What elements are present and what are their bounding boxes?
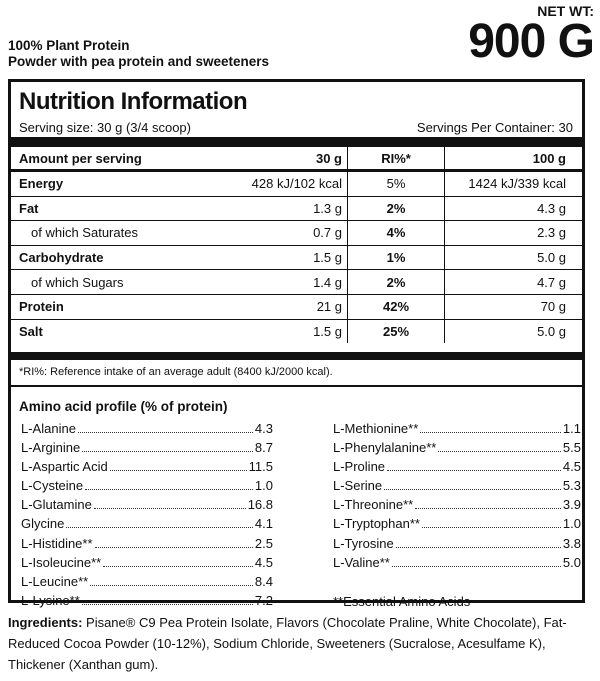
amino-acid-name: L-Tyrosine (333, 535, 394, 551)
amino-acid-list-left (21, 421, 273, 612)
amino-acid-value: 1.0 (254, 478, 273, 494)
nutrition-title: Nutrition Information (19, 88, 248, 115)
ingredients-list: Pisane® C9 Pea Protein Isolate, Flavors (Chocolate Praline, White Chocolate), Fat-Reduced Cocoa Powder (10-12%), Sodium Chloride, Sweeteners (Sucralose, Acesulfame K), Thickener (Xanthan gum). (8, 615, 567, 672)
amino-acid-name: L-Methionine** (333, 421, 419, 436)
section-divider (11, 385, 582, 387)
amino-acid-row (333, 421, 581, 440)
leader-dots (95, 538, 253, 548)
serving-size: Serving size: 30 g (3/4 scoop) (19, 120, 191, 135)
amino-acid-name: L-Proline (333, 459, 386, 475)
nutrient-name: Carbohydrate (11, 245, 201, 270)
leader-dots (110, 461, 247, 471)
bottom-thick-divider (11, 352, 582, 360)
nutrient-name: of which Sugars (11, 270, 201, 295)
amino-acid-value: 11.5 (248, 459, 273, 475)
nutrient-per-100g: 5.0 g (537, 323, 566, 339)
nutrition-header-row (11, 147, 582, 171)
servings-per-container: Servings Per Container: 30 (416, 120, 573, 135)
col-header-serving: 30 g (201, 147, 348, 171)
leader-dots (78, 423, 253, 433)
amino-acid-row (333, 516, 581, 535)
amino-acid-name: L-Phenylalanine** (333, 440, 437, 456)
leader-dots (420, 423, 561, 433)
amino-acid-value: 5.5 (562, 440, 581, 456)
nutrient-ri: 2% (348, 270, 445, 295)
leader-dots (82, 442, 253, 452)
nutrient-ri: 5% (348, 171, 445, 197)
essential-amino-note: **Essential Amino Acids (333, 594, 471, 609)
nutrition-row-saturates (11, 221, 582, 246)
leader-dots (85, 480, 253, 490)
amino-acid-value: 5.3 (562, 478, 581, 494)
amino-acid-list-right (333, 421, 581, 574)
amino-acid-row (333, 536, 581, 555)
amino-acid-value: 5.0 (562, 554, 581, 570)
nutrient-per-serving: 1.5 g (313, 323, 342, 339)
nutrition-panel (8, 79, 585, 609)
ingredients-label: Ingredients: (8, 615, 83, 630)
amino-acid-name: L-Arginine (21, 440, 81, 456)
amino-acid-row (21, 574, 273, 593)
amino-acid-name: L-Threonine** (333, 497, 414, 513)
amino-acid-row (21, 440, 273, 459)
amino-acid-row (21, 421, 273, 440)
nutrient-per-100g: 70 g (445, 294, 583, 319)
amino-acid-row (21, 459, 273, 478)
amino-acid-name: L-Isoleucine** (21, 554, 102, 570)
leader-dots (415, 499, 561, 509)
amino-acid-value: 7.2 (254, 592, 273, 608)
amino-acid-value: 4.1 (254, 516, 273, 532)
top-thick-divider (11, 137, 582, 147)
amino-acid-row (21, 497, 273, 516)
amino-acid-row (333, 555, 581, 574)
nutrition-row-protein (11, 294, 582, 319)
nutrition-table (11, 147, 582, 343)
nutrient-ri: 4% (348, 221, 445, 246)
nutrient-per-serving: 1.3 g (201, 196, 348, 221)
amino-acid-title: Amino acid profile (% of protein) (19, 399, 228, 414)
nutrient-name: Fat (11, 196, 201, 221)
amino-acid-row (21, 516, 273, 535)
col-header-100g: 100 g (445, 147, 583, 171)
nutrition-row-sugars (11, 270, 582, 295)
amino-acid-name: L-Serine (333, 478, 383, 494)
nutrient-ri: 42% (348, 294, 445, 319)
amino-acid-value: 3.8 (562, 535, 581, 551)
nutrient-per-serving: 1.5 g (201, 245, 348, 270)
amino-acid-name: L-Leucine** (21, 573, 89, 589)
leader-dots (438, 442, 561, 452)
amino-acid-value: 8.7 (254, 440, 273, 456)
amino-acid-name: L-Histidine** (21, 535, 93, 551)
amino-acid-name: L-Tryptophan** (333, 516, 420, 532)
amino-acid-value: 1.1 (562, 421, 581, 436)
nutrient-per-100g: 4.3 g (445, 196, 583, 221)
nutrient-name: Salt (19, 323, 43, 339)
amino-acid-row (333, 497, 581, 516)
amino-acid-value: 16.8 (247, 497, 273, 513)
nutrition-row-carbohydrate (11, 245, 582, 270)
amino-acid-name: L-Aspartic Acid (21, 459, 108, 475)
amino-acid-row (21, 593, 273, 612)
nutrient-per-100g: 1424 kJ/339 kcal (445, 171, 583, 197)
amino-acid-value: 2.5 (254, 535, 273, 551)
amino-acid-row (21, 536, 273, 555)
leader-dots (384, 480, 561, 490)
leader-dots (422, 518, 561, 528)
product-description (8, 38, 269, 70)
amino-acid-row (333, 459, 581, 478)
nutrition-row-fat (11, 196, 582, 221)
nutrition-row-salt (11, 319, 582, 343)
nutrient-per-serving: 0.7 g (201, 221, 348, 246)
amino-acid-value: 1.0 (562, 516, 581, 532)
amino-acid-name: L-Lysine** (21, 592, 80, 608)
product-line-2: Powder with pea protein and sweeteners (8, 54, 270, 69)
nutrient-name: of which Saturates (11, 221, 201, 246)
amino-acid-value: 4.3 (254, 421, 273, 436)
nutrient-per-serving: 428 kJ/102 kcal (201, 171, 348, 197)
amino-acid-row (333, 440, 581, 459)
amino-acid-row (21, 555, 273, 574)
nutrient-name: Protein (11, 294, 201, 319)
amino-acid-name: L-Cysteine (21, 478, 84, 494)
nutrient-ri: 2% (348, 196, 445, 221)
nutrient-ri: 1% (348, 245, 445, 270)
ri-footnote: *RI%: Reference intake of an average adult (8400 kJ/2000 kcal). (19, 366, 333, 378)
amino-acid-name: L-Glutamine (21, 497, 92, 513)
nutrient-per-serving: 1.4 g (201, 270, 348, 295)
nutrient-name: Energy (11, 171, 201, 197)
amino-acid-value: 8.4 (254, 573, 273, 589)
nutrient-ri: 25% (348, 319, 445, 343)
amino-acid-value: 4.5 (562, 459, 581, 475)
nutrient-per-100g: 2.3 g (445, 221, 583, 246)
nutrition-row-energy (11, 171, 582, 197)
leader-dots (94, 499, 246, 509)
col-header-amount: Amount per serving (11, 147, 201, 171)
nutrient-per-100g: 4.7 g (445, 270, 583, 295)
amino-acid-value: 4.5 (254, 554, 273, 570)
amino-acid-value: 3.9 (562, 497, 581, 513)
leader-dots (90, 576, 253, 586)
leader-dots (392, 557, 561, 567)
ingredients-text (8, 612, 593, 675)
amino-acid-row (333, 478, 581, 497)
leader-dots (66, 518, 253, 528)
amino-acid-name: L-Valine** (333, 554, 390, 570)
nutrient-per-serving: 21 g (201, 294, 348, 319)
net-weight-label: NET WT: (537, 3, 594, 19)
leader-dots (387, 461, 561, 471)
nutrient-per-100g: 5.0 g (445, 245, 583, 270)
leader-dots (103, 557, 253, 567)
amino-acid-row (21, 478, 273, 497)
leader-dots (396, 538, 561, 548)
product-line-1: 100% Plant Protein (8, 38, 130, 53)
amino-acid-name: Glycine (21, 516, 65, 532)
net-weight-value: 900 G (468, 15, 594, 68)
col-header-ri: RI%* (348, 147, 445, 171)
amino-acid-name: L-Alanine (21, 421, 76, 436)
leader-dots (82, 595, 253, 605)
